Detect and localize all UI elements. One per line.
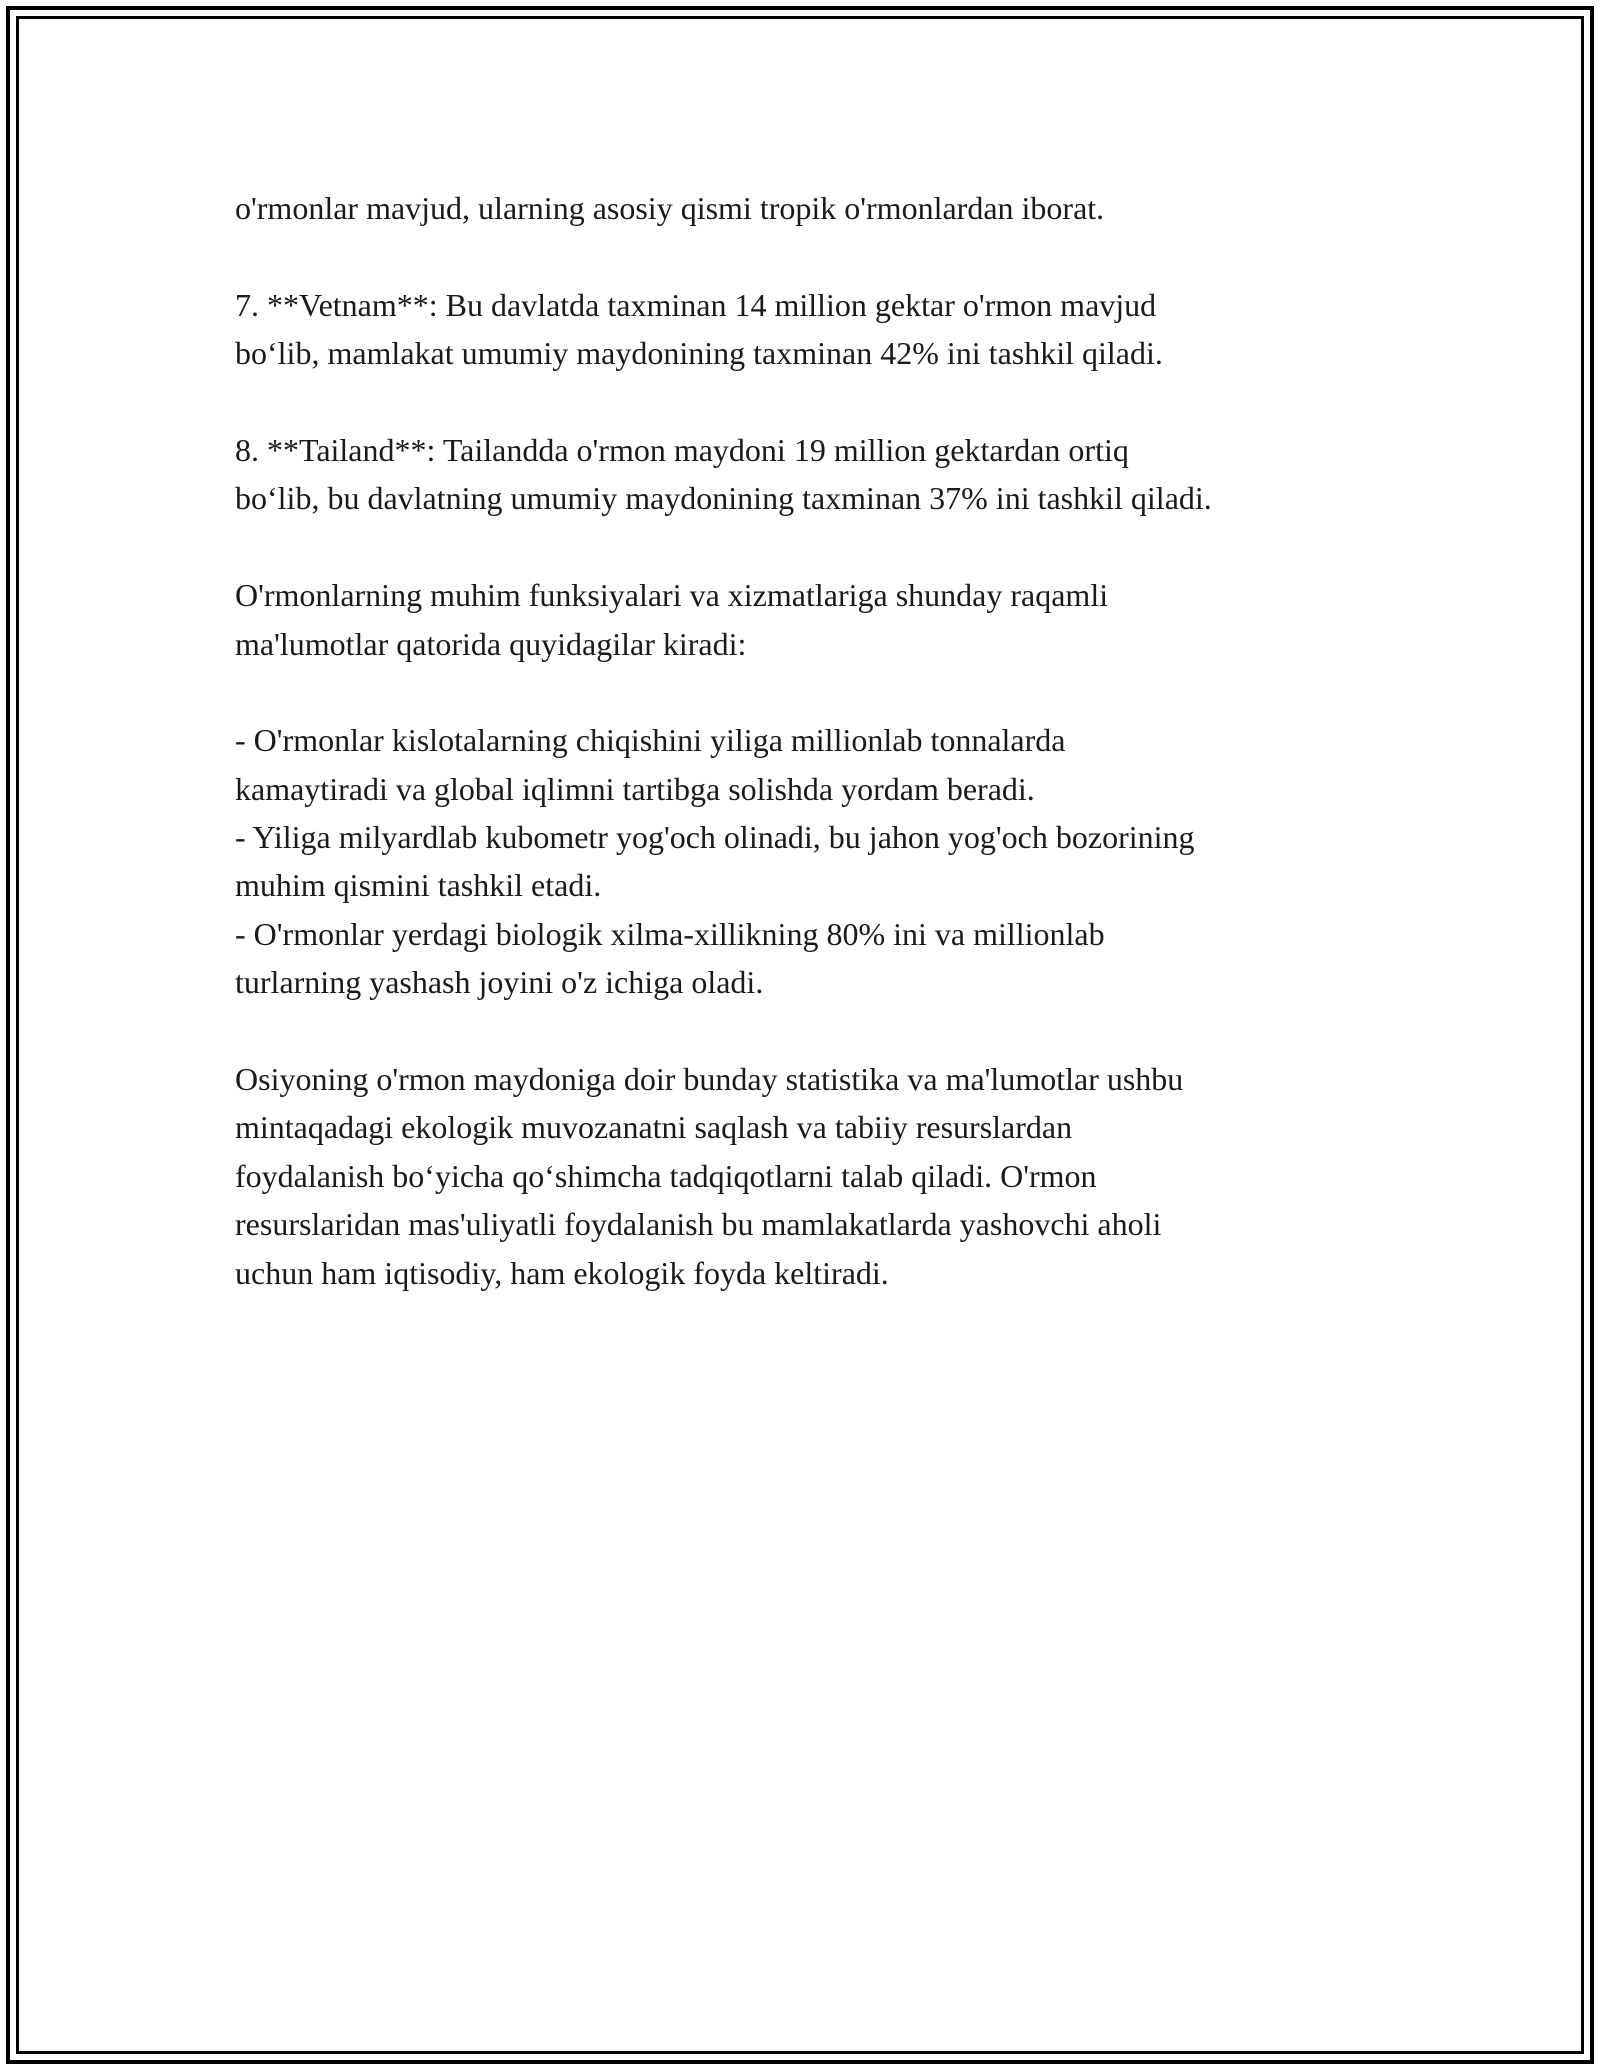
bullet-line: - O'rmonlar yerdagi biologik xilma-xillikning 80% ini va millionlab [235,915,1105,952]
paragraph-line: uchun ham iqtisodiy, ham ekologik foyda keltiradi. [235,1254,889,1291]
paragraph-line: O'rmonlarning muhim funksiyalari va xizmatlariga shunday raqamli [235,577,1109,614]
bullet-line: muhim qismini tashkil etadi. [235,867,602,904]
intro-line: o'rmonlar mavjud, ularning asosiy qismi tropik o'rmonlardan iborat. [235,190,1105,226]
paragraph-gap [235,668,1385,716]
paragraph-line: Osiyoning o'rmon maydoniga doir bunday statistika va ma'lumotlar ushbu [235,1061,1184,1098]
item-line: 8. **Tailand**: Tailandda o'rmon maydoni 19 million gektardan ortiq [235,431,1129,468]
paragraph-line: resurslaridan mas'uliyatli foydalanish bu mamlakatlarda yashovchi aholi [235,1206,1162,1243]
paragraph-gap [235,523,1385,571]
item-line: bo‘lib, bu davlatning umumiy maydonining taxminan 37% ini tashkil qiladi. [235,480,1212,517]
bullet-line: turlarning yashash joyini o'z ichiga oladi. [235,964,764,1001]
bullet-line: kamaytiradi va global iqlimni tartibga solishda yordam beradi. [235,770,1035,807]
bullet-line: - Yiliga milyardlab kubometr yog'och olinadi, bu jahon yog'och bozorining [235,819,1195,856]
bullet-item [235,910,1385,1007]
paragraph-line: ma'lumotlar qatorida quyidagilar kiradi: [235,625,747,662]
bullet-line: - O'rmonlar kislotalarning chiqishini yiliga millionlab tonnalarda [235,722,1066,759]
paragraph-gap [235,1007,1385,1055]
bullet-item [235,716,1385,813]
conclusion-paragraph [235,1055,1385,1297]
functions-intro-paragraph [235,571,1385,668]
paragraph-gap [235,378,1385,426]
item-line: 7. **Vetnam**: Bu davlatda taxminan 14 million gektar o'rmon mavjud [235,286,1157,323]
bullet-item [235,813,1385,910]
paragraph-line: foydalanish bo‘yicha qo‘shimcha tadqiqotlarni talab qiladi. O'rmon [235,1157,1097,1194]
bullet-list [235,716,1385,1006]
list-item-vietnam [235,281,1385,378]
paragraph-line: mintaqadagi ekologik muvozanatni saqlash va tabiiy resurslardan [235,1109,1073,1146]
list-item-thailand [235,426,1385,523]
item-line: bo‘lib, mamlakat umumiy maydonining taxminan 42% ini tashkil qiladi. [235,335,1163,372]
paragraph-gap [235,232,1385,280]
document-body [235,184,1385,1297]
